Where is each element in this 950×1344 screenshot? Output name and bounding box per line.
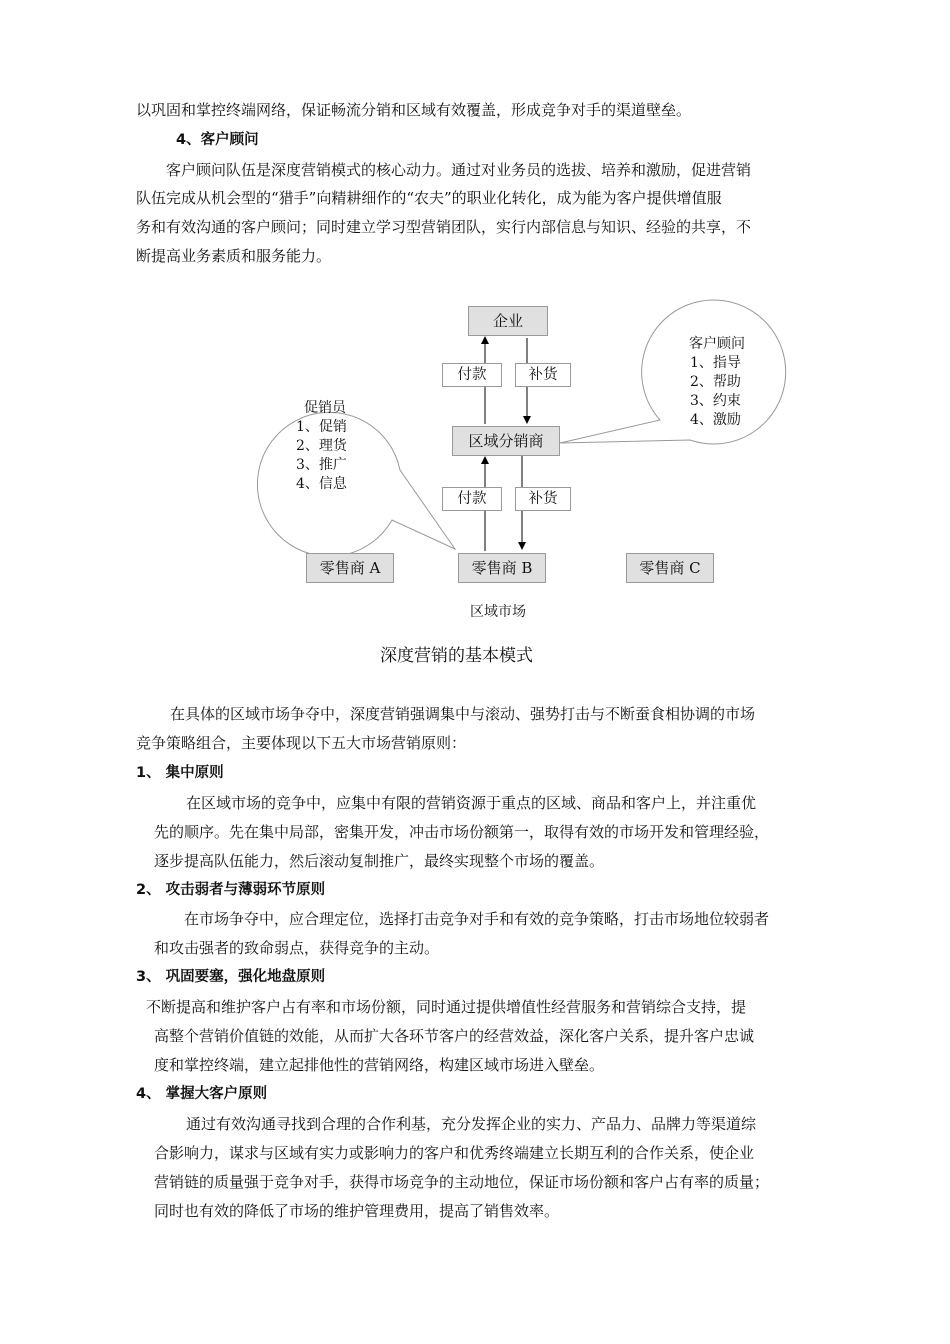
text-line: 在市场争夺中，应合理定位，选择打击竞争对手和有效的竞争策略，打击市场地位较弱者	[184, 910, 770, 928]
restock-label: 补货	[515, 363, 571, 387]
text-line: 合影响力，谋求与区域有实力或影响力的客户和优秀终端建立长期互利的合作关系，使企业	[154, 1144, 755, 1162]
principle-heading: 2、 攻击弱者与薄弱环节原则	[136, 882, 326, 898]
promoter-item: 3、推广	[296, 457, 347, 473]
text-line: 断提高业务素质和服务能力。	[136, 247, 332, 265]
section-heading: 4、客户顾问	[176, 132, 259, 148]
text-line: 务和有效沟通的客户顾问；同时建立学习型营销团队，实行内部信息与知识、经验的共享，不	[136, 218, 752, 236]
text-line: 队伍完成从机会型的“猎手”向精耕细作的“农夫”的职业化转化，成为能为客户提供增值服	[136, 189, 722, 207]
retailer-c-box: 零售商 C	[626, 553, 714, 583]
text-line: 不断提高和维护客户占有率和市场份额，同时通过提供增值性经营服务和营销综合支持，提	[146, 998, 747, 1016]
consultant-item: 3、约束	[690, 393, 741, 409]
text-line: 通过有效沟通寻找到合理的合作利基，充分发挥企业的实力、产品力、品牌力等渠道综	[186, 1115, 757, 1133]
principle-heading: 4、 掌握大客户原则	[136, 1086, 268, 1102]
consultant-title: 客户顾问	[689, 336, 745, 352]
restock-label: 补货	[515, 487, 571, 511]
diagram-caption: 深度营销的基本模式	[380, 646, 533, 666]
payment-label: 付款	[442, 363, 502, 387]
text-line: 客户顾问队伍是深度营销模式的核心动力。通过对业务员的选拔、培养和激励，促进营销	[166, 161, 752, 179]
promoter-title: 促销员	[304, 400, 346, 416]
retailer-a-box: 零售商 A	[306, 553, 394, 583]
text-line: 先的顺序。先在集中局部，密集开发，冲击市场份额第一，取得有效的市场开发和管理经验，	[154, 823, 770, 841]
principle-heading: 3、 巩固要塞，强化地盘原则	[136, 969, 326, 985]
enterprise-box: 企业	[468, 306, 548, 336]
text-line: 高整个营销价值链的效能，从而扩大各环节客户的经营效益，深化客户关系，提升客户忠诚	[154, 1027, 755, 1045]
payment-label: 付款	[442, 487, 502, 511]
text-line: 度和掌控终端，建立起排他性的营销网络，构建区域市场进入壁垒。	[154, 1056, 605, 1074]
consultant-bubble	[560, 300, 786, 444]
retailer-b-box: 零售商 B	[458, 553, 546, 583]
consultant-item: 4、激励	[690, 412, 741, 428]
text-line: 同时也有效的降低了市场的维护管理费用，提高了销售效率。	[154, 1202, 560, 1220]
market-label: 区域市场	[470, 604, 526, 620]
text-line: 逐步提高队伍能力，然后滚动复制推广，最终实现整个市场的覆盖。	[154, 852, 605, 870]
promoter-item: 2、理货	[296, 438, 347, 454]
text-line: 竞争策略组合，主要体现以下五大市场营销原则：	[136, 734, 467, 752]
text-line: 在区域市场的竞争中，应集中有限的营销资源于重点的区域、商品和客户上，并注重优	[186, 794, 757, 812]
promoter-item: 4、信息	[296, 476, 347, 492]
promoter-bubble	[257, 412, 455, 556]
text-line: 和攻击强者的致命弱点，获得竞争的主动。	[154, 939, 440, 957]
text-line: 营销链的质量强于竞争对手，获得市场竞争的主动地位，保证市场份额和客户占有率的质量；	[154, 1173, 770, 1191]
principle-heading: 1、 集中原则	[136, 765, 224, 781]
distributor-box: 区域分销商	[452, 426, 560, 456]
text-line: 以巩固和掌控终端网络，保证畅流分销和区域有效覆盖，形成竞争对手的渠道壁垒。	[136, 101, 692, 119]
text-line: 在具体的区域市场争夺中，深度营销强调集中与滚动、强势打击与不断蚕食相协调的市场	[170, 705, 756, 723]
promoter-item: 1、促销	[296, 419, 347, 435]
consultant-item: 1、指导	[690, 355, 741, 371]
consultant-item: 2、帮助	[690, 374, 741, 390]
